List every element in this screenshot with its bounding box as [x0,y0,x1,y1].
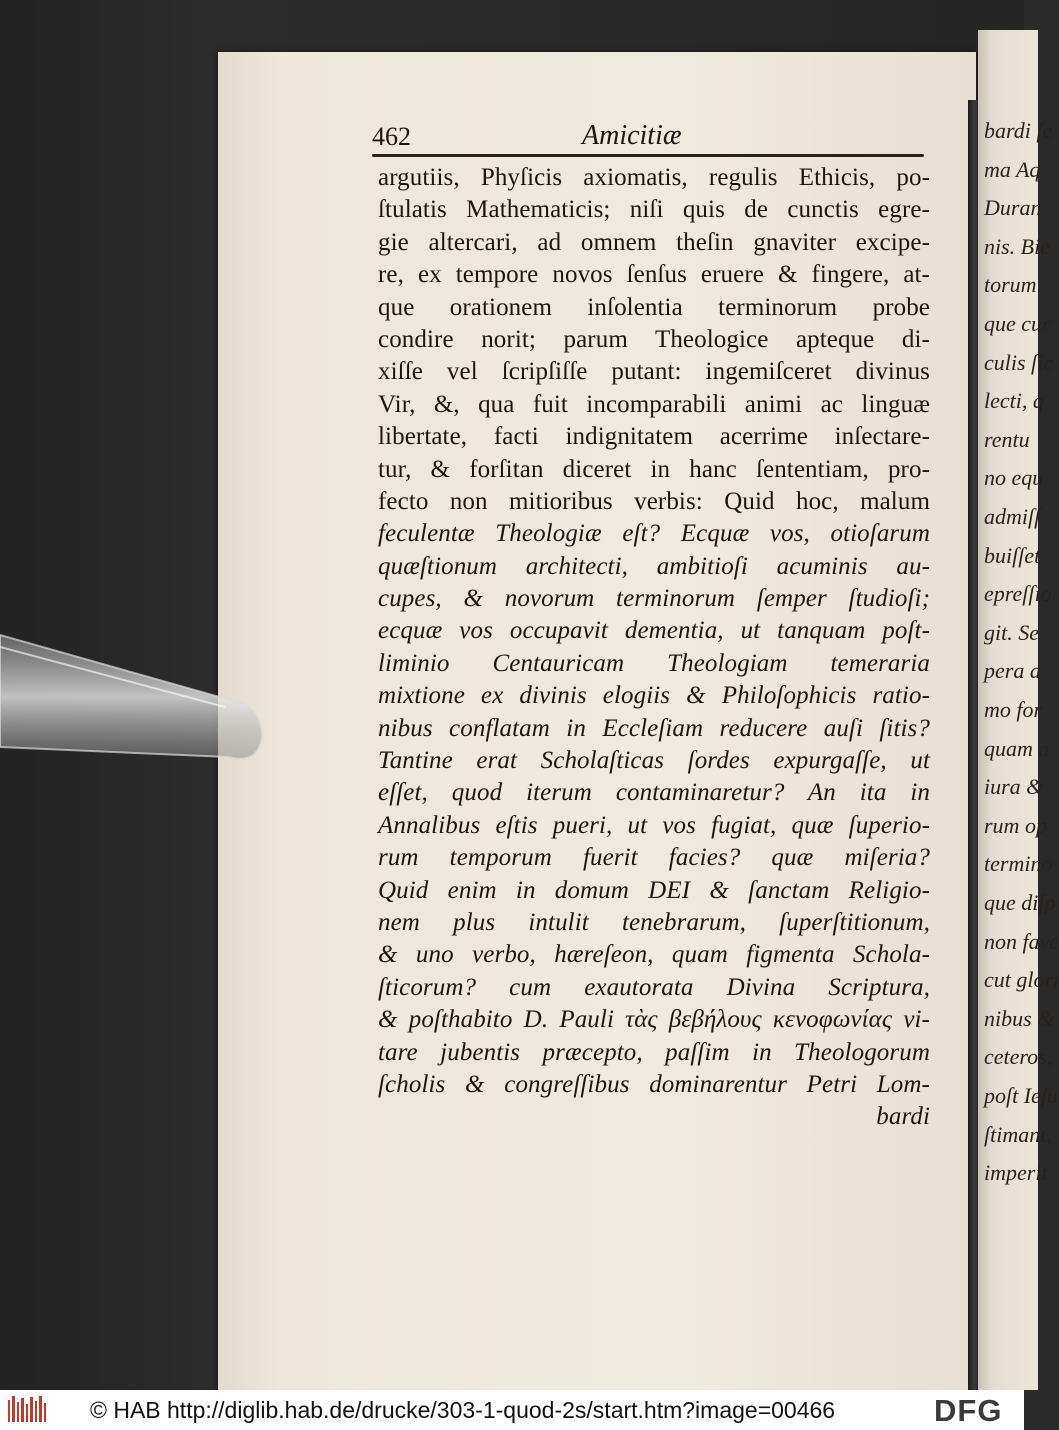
next-page-fragment: ceteros, [984,1044,1053,1070]
text-line: ſtulatis Mathematicis; niſi quis de cunctis egre- [378,196,930,224]
next-page-fragment: quam a [984,735,1050,761]
next-page-fragment: imperit [984,1160,1048,1186]
text-line: gie altercari, ad omnem theſin gnaviter excipe- [378,228,930,256]
text-line: Vir, &, qua fuit incomparabili animi ac linguæ [378,390,930,418]
text-line: nibus conflatam in Eccleſiam reducere auſi ſitis? [378,714,930,742]
next-page-fragment: termino [984,851,1053,877]
next-page-fragment: ma Aq [984,156,1041,182]
text-line: libertate, facti indignitatem acerrime inſectare- [378,423,930,451]
catchword: bardi [876,1103,930,1131]
text-line: tare jubentis præcepto, paſſim in Theologorum [378,1038,930,1066]
next-page-fragment: pera a [984,658,1041,684]
text-line: que orationem inſolentia terminorum probe [378,293,930,321]
next-page-fragment: admiſſ [984,504,1041,529]
text-line: eſſet, quod iterum contaminaretur? An ita in [378,779,930,807]
next-page-fragment: epreſſio [984,581,1052,607]
next-page-fragment: no equ [984,465,1044,491]
text-line: rum temporum fuerit facies? quæ miſeria? [378,844,930,872]
text-line: Tantine erat Scholaſticas ſordes expurgaſſe, ut [378,747,930,775]
text-line: ecquæ vos occupavit dementia, ut tanquam poſt- [378,617,930,645]
next-page-edge [978,30,1059,1390]
text-line: & uno verbo, hæreſeon, quam figmenta Schola- [378,941,930,969]
next-page-fragment: cut glori [984,967,1059,993]
text-line: condire norit; parum Theologice apteque di- [378,325,930,353]
footer-bar [0,1390,1024,1430]
next-page-fragment: que diſp [984,890,1056,915]
text-line: nem plus intulit tenebrarum, ſuperſtitionum, [378,908,930,936]
next-page-fragment: non fave [984,928,1059,954]
next-page-fragment: iura & [984,774,1044,800]
dfg-logo: DFG [934,1393,1003,1428]
text-line: quæſtionum architecti, ambitioſi acuminis au- [378,552,930,580]
next-page-fragment: nis. Bie [984,233,1050,259]
page-holder-pointer-icon [0,625,270,755]
header-rule [372,154,924,157]
text-line: liminio Centauricam Theologiam temeraria [378,649,930,677]
attribution-link[interactable]: © HAB http://diglib.hab.de/drucke/303-1-quod-2s/start.htm?image=00466 [90,1397,836,1423]
next-page-fragment: mo for [984,697,1043,722]
text-line: feculentæ Theologiæ eſt? Ecquæ vos, otioſarum [378,520,930,548]
next-page-fragment: rentu [984,426,1030,452]
next-page-fragment: que cur [984,311,1051,336]
text-line: tur, & forſitan diceret in hanc ſententiam, pro- [378,455,930,483]
next-page-fragment: poſt Ieſu [984,1083,1058,1108]
running-title: Amicitiæ [582,120,682,151]
next-page-fragment: ſtimant, [984,1121,1052,1147]
next-page-fragment: lecti, q [984,388,1044,414]
next-page-fragment: bardi ſe [984,118,1053,143]
text-line: xiſſe vel ſcripſiſſe putant: ingemiſceret divinus [378,358,930,386]
next-page-fragment: buiſſet [984,542,1041,568]
body-text [378,162,930,1134]
text-line: argutiis, Phyſicis axiomatis, regulis Ethicis, po- [378,164,930,191]
hab-logo-icon [6,1394,48,1426]
text-line: ſcholis & congreſſibus dominarentur Petri Lom- [378,1070,930,1098]
next-page-fragment: Duran [984,195,1042,221]
text-line: ſticorum? cum exautorata Divina Scriptura, [378,973,930,1001]
next-page-fragment: torum [984,272,1037,298]
text-line: cupes, & novorum terminorum ſemper ſtudioſi; [378,585,930,613]
text-line: fecto non mitioribus verbis: Quid hoc, malum [378,487,930,515]
text-line: & poſthabito D. Pauli τὰς βεβήλους κενοφωνίας vi- [378,1006,930,1034]
text-line: mixtione ex divinis elogiis & Philoſophicis ratio- [378,682,930,710]
text-line: re, ex tempore novos ſenſus eruere & fingere, at- [378,261,930,289]
next-page-fragment: nibus & [984,1005,1055,1031]
text-line: Annalibus eſtis pueri, ut vos fugiat, quæ ſuperio- [378,811,930,839]
text-line: Quid enim in domum DEI & ſanctam Religio- [378,876,930,904]
next-page-fragment: rum op [984,812,1047,838]
page-number: 462 [372,122,411,151]
next-page-fragment: culis ſic [984,349,1054,375]
next-page-fragment: git. Se [984,619,1039,645]
